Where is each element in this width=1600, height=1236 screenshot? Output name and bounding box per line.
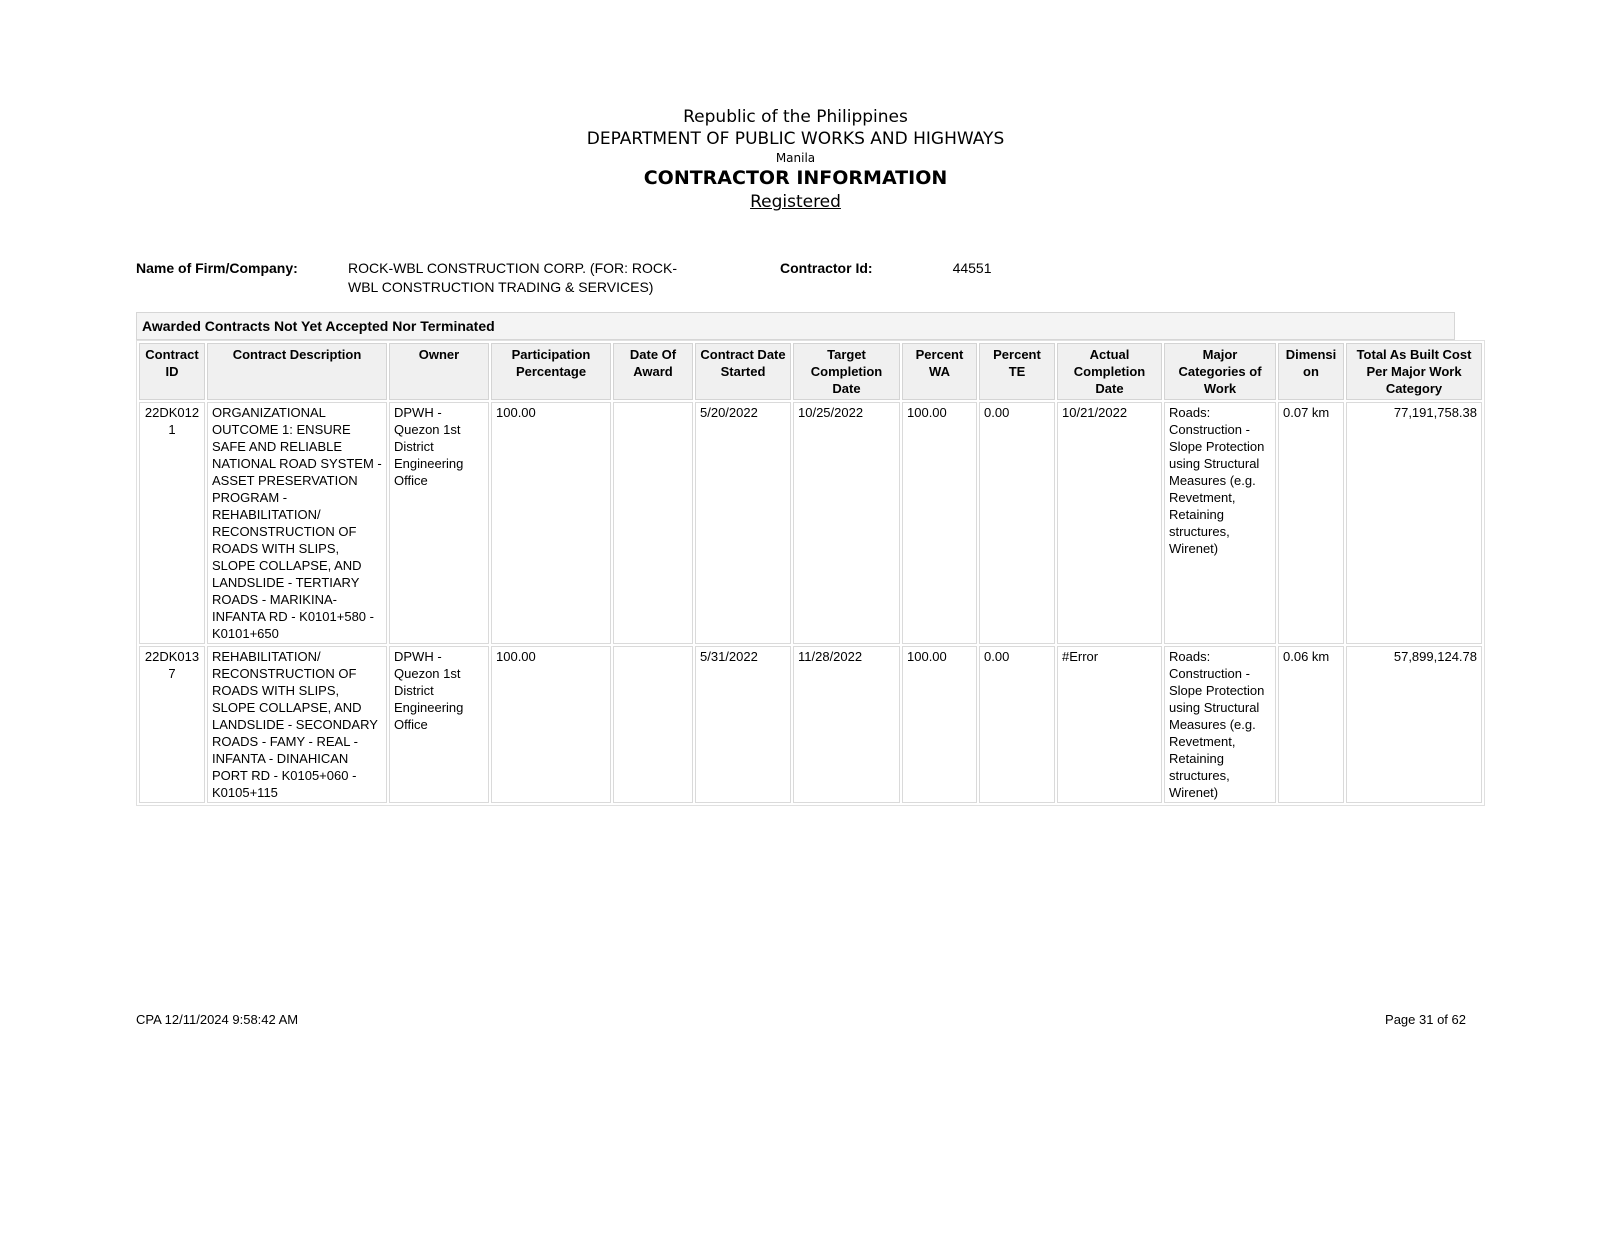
column-header: Target Completion Date <box>793 343 900 400</box>
contracts-table <box>136 340 1485 806</box>
column-header: Total As Built Cost Per Major Work Category <box>1346 343 1482 400</box>
column-header: Contract Description <box>207 343 387 400</box>
table-cell: 0.07 km <box>1278 402 1344 644</box>
registration-status: Registered <box>750 192 841 212</box>
table-row <box>139 402 1482 644</box>
column-header: Percent WA <box>902 343 977 400</box>
table-cell: 22DK0121 <box>139 402 205 644</box>
table-cell: Roads: Construction - Slope Protection using Structural Measures (e.g. Revetment, Retaining structures, Wirenet) <box>1164 646 1276 803</box>
table-cell: 10/21/2022 <box>1057 402 1162 644</box>
column-header: Percent TE <box>979 343 1055 400</box>
firm-name-value: ROCK-WBL CONSTRUCTION CORP. (FOR: ROCK-WBL CONSTRUCTION TRADING & SERVICES) <box>348 260 678 295</box>
office-location: Manila <box>775 151 816 165</box>
table-cell: 100.00 <box>491 646 611 803</box>
table-cell: 0.06 km <box>1278 646 1344 803</box>
table-cell: 22DK0137 <box>139 646 205 803</box>
report-header <box>136 106 1455 213</box>
table-cell: 100.00 <box>491 402 611 644</box>
column-header: Dimension <box>1278 343 1344 400</box>
table-cell: DPWH - Quezon 1st District Engineering Office <box>389 402 489 644</box>
table-cell: 0.00 <box>979 402 1055 644</box>
column-header: Contract ID <box>139 343 205 400</box>
table-cell: Roads: Construction - Slope Protection using Structural Measures (e.g. Revetment, Retaining structures, Wirenet) <box>1164 402 1276 644</box>
contractor-id-value: 44551 <box>952 260 992 276</box>
footer-page-number: Page 31 of 62 <box>1385 1012 1466 1027</box>
table-cell: 5/31/2022 <box>695 646 791 803</box>
table-cell <box>613 402 693 644</box>
table-cell: 100.00 <box>902 402 977 644</box>
section-title: Awarded Contracts Not Yet Accepted Nor Terminated <box>136 312 1455 340</box>
contractor-id-label: Contractor Id: <box>780 260 873 276</box>
table-cell <box>613 646 693 803</box>
table-cell: REHABILITATION/ RECONSTRUCTION OF ROADS WITH SLIPS, SLOPE COLLAPSE, AND LANDSLIDE - SECONDARY ROADS - FAMY - REAL - INFANTA - DINAHICAN PORT RD - K0105+060 - K0105+115 <box>207 646 387 803</box>
table-cell: 10/25/2022 <box>793 402 900 644</box>
column-header: Owner <box>389 343 489 400</box>
table-cell: 77,191,758.38 <box>1346 402 1482 644</box>
table-cell: 0.00 <box>979 646 1055 803</box>
report-footer <box>136 1011 1466 1028</box>
column-header: Date Of Award <box>613 343 693 400</box>
table-cell: ORGANIZATIONAL OUTCOME 1: ENSURE SAFE AND RELIABLE NATIONAL ROAD SYSTEM - ASSET PRESERVATION PROGRAM - REHABILITATION/ RECONSTRUCTION OF ROADS WITH SLIPS, SLOPE COLLAPSE, AND LANDSLIDE - TERTIARY ROADS - MARIKINA-INFANTA RD - K0101+580 - K0101+650 <box>207 402 387 644</box>
report-content <box>136 0 1477 806</box>
table-cell: #Error <box>1057 646 1162 803</box>
table-cell: DPWH - Quezon 1st District Engineering Office <box>389 646 489 803</box>
table-cell: 100.00 <box>902 646 977 803</box>
column-header: Major Categories of Work <box>1164 343 1276 400</box>
republic-line: Republic of the Philippines <box>683 107 908 127</box>
contracts-header-row <box>139 343 1482 400</box>
column-header: Contract Date Started <box>695 343 791 400</box>
table-row <box>139 646 1482 803</box>
firm-info-row <box>136 259 1466 312</box>
contracts-table-body <box>139 402 1482 803</box>
footer-timestamp: CPA 12/11/2024 9:58:42 AM <box>136 1012 299 1027</box>
department-line: DEPARTMENT OF PUBLIC WORKS AND HIGHWAYS <box>586 129 1005 149</box>
table-cell: 11/28/2022 <box>793 646 900 803</box>
column-header: Participation Percentage <box>491 343 611 400</box>
table-cell: 57,899,124.78 <box>1346 646 1482 803</box>
column-header: Actual Completion Date <box>1057 343 1162 400</box>
page-title: CONTRACTOR INFORMATION <box>643 167 948 189</box>
firm-name-label: Name of Firm/Company: <box>136 260 298 276</box>
table-cell: 5/20/2022 <box>695 402 791 644</box>
